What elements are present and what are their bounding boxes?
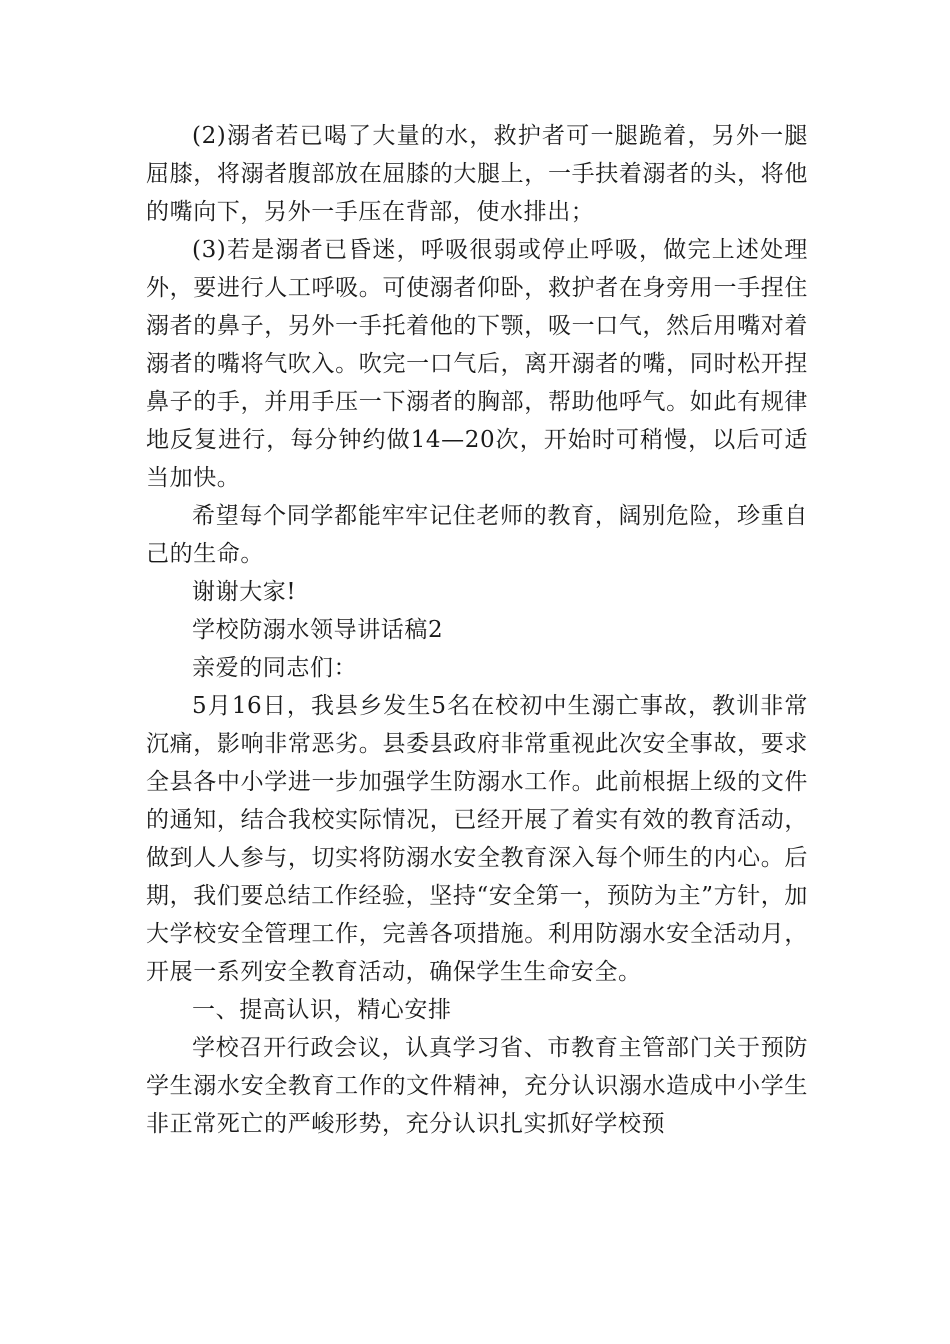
paragraph-incident: 5月16日，我县乡发生5名在校初中生溺亡事故，教训非常沉痛，影响非常恶劣。县委县政府非常重视此次安全事故，要求全县各中小学进一步加强学生防溺水工作。此前根据上级的文件的通知，结合我校实际情况，已经开展了着实有效的教育活动，做到人人参与，切实将防溺水安全教育深入每个师生的内心。后期，我们要总结工作经验，坚持“安全第一，预防为主”方针，加大学校安全管理工作，完善各项措施。利用防溺水安全活动月，开展一系列安全教育活动，确保学生生命安全。 (146, 693, 808, 985)
paragraph-rescue-step-2: (2)溺者若已喝了大量的水，救护者可一腿跪着，另外一腿屈膝，将溺者腹部放在屈膝的大腿上，一手扶着溺者的头，将他的嘴向下，另外一手压在背部，使水排出； (146, 123, 808, 225)
paragraph-rescue-step-3: (3)若是溺者已昏迷，呼吸很弱或停止呼吸，做完上述处理外，要进行人工呼吸。可使溺者仰卧，救护者在身旁用一手捏住溺者的鼻子，另外一手托着他的下颚，吸一口气，然后用嘴对着溺者的嘴将气吹入。吹完一口气后，离开溺者的嘴，同时松开捏鼻子的手，并用手压一下溺者的胸部，帮助他呼气。如此有规律地反复进行，每分钟约做14—20次，开始时可稍慢，以后可适当加快。 (146, 237, 808, 491)
paragraph-closing-hope: 希望每个同学都能牢牢记住老师的教育，阔别危险，珍重自己的生命。 (146, 503, 808, 567)
section-title: 学校防溺水领导讲话稿2 (192, 617, 444, 643)
paragraph-meeting: 学校召开行政会议，认真学习省、市教育主管部门关于预防学生溺水安全教育工作的文件精神，充分认识溺水造成中小学生非正常死亡的严峻形势，充分认识扎实抓好学校预 (146, 1035, 808, 1137)
heading-part-one: 一、提高认识，精心安排 (192, 997, 452, 1023)
paragraph-thanks: 谢谢大家! (192, 579, 297, 605)
salutation: 亲爱的同志们： (192, 655, 358, 681)
document-body (146, 117, 808, 1143)
